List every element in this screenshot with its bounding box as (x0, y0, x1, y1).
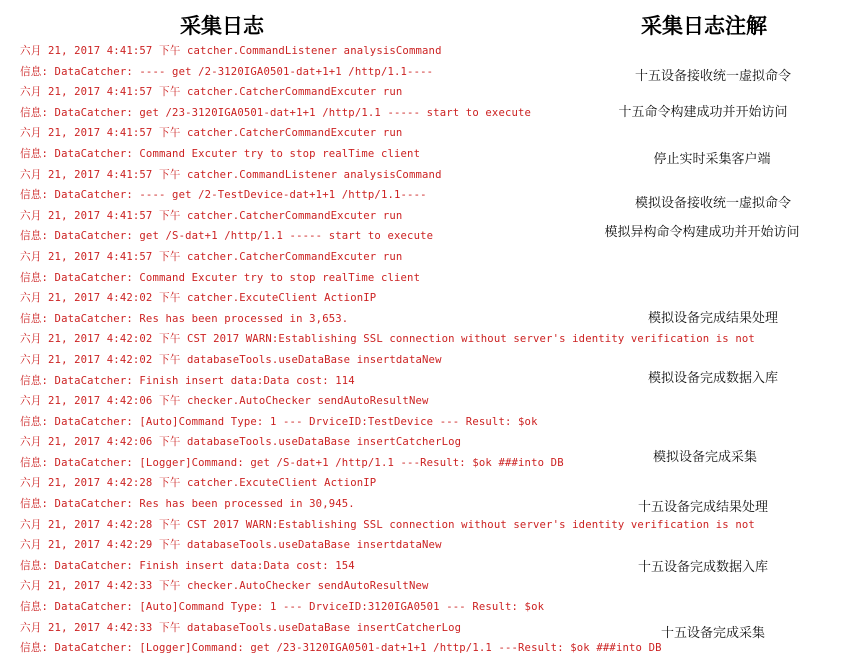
annotation-note: 十五设备完成采集 (660, 626, 766, 641)
log-line: 六月 21, 2017 4:41:57 下午 catcher.CatcherCommandExcuter run (20, 127, 403, 140)
log-line: 信息: DataCatcher: [Logger]Command: get /23-3120IGA0501-dat+1+1 /http/1.1 ---Result: $ok ###into DB (20, 642, 662, 655)
log-line: 信息: DataCatcher: get /23-3120IGA0501-dat+1+1 /http/1.1 ----- start to execute (20, 106, 532, 119)
annotation-note: 模拟设备完成数据入库 (647, 371, 779, 386)
log-line: 六月 21, 2017 4:41:57 下午 catcher.CatcherCommandExcuter run (20, 86, 403, 99)
log-line: 信息: DataCatcher: Command Excuter try to stop realTime client (20, 147, 421, 160)
annotation-note: 模拟设备接收统一虚拟命令 (634, 196, 792, 211)
log-line: 信息: DataCatcher: ---- get /2-3120IGA0501-dat+1+1 /http/1.1---- (20, 65, 434, 78)
log-line: 信息: DataCatcher: ---- get /2-TestDevice-dat+1+1 /http/1.1---- (20, 189, 427, 202)
log-line: 六月 21, 2017 4:41:57 下午 catcher.CommandListener analysisCommand (20, 45, 442, 57)
log-line: 六月 21, 2017 4:42:06 下午 checker.AutoChecker sendAutoResultNew (20, 395, 429, 408)
log-line: 六月 21, 2017 4:42:33 下午 checker.AutoChecker sendAutoResultNew (20, 580, 429, 593)
log-line: 信息: DataCatcher: Finish insert data:Data cost: 154 (20, 559, 355, 572)
log-line: 六月 21, 2017 4:42:33 下午 databaseTools.useDataBase insertCatcherLog (20, 621, 462, 634)
log-line: 六月 21, 2017 4:42:02 下午 CST 2017 WARN:Establishing SSL connection without server's identity verification is not (20, 333, 755, 346)
annotation-note: 模拟设备完成结果处理 (647, 311, 779, 326)
log-line: 信息: DataCatcher: get /S-dat+1 /http/1.1 ----- start to execute (20, 230, 434, 243)
log-line: 信息: DataCatcher: [Auto]Command Type: 1 --- DrviceID:TestDevice --- Result: $ok (20, 415, 538, 428)
annotation-note: 十五设备接收统一虚拟命令 (634, 69, 792, 84)
log-line: 六月 21, 2017 4:42:06 下午 databaseTools.useDataBase insertCatcherLog (20, 436, 462, 449)
log-line: 信息: DataCatcher: Command Excuter try to stop realTime client (20, 271, 421, 284)
log-line: 六月 21, 2017 4:42:29 下午 databaseTools.useDataBase insertdataNew (20, 539, 442, 552)
log-line: 六月 21, 2017 4:42:28 下午 CST 2017 WARN:Establishing SSL connection without server's identity verification is not (20, 518, 755, 531)
log-line: 六月 21, 2017 4:41:57 下午 catcher.CatcherCommandExcuter run (20, 209, 403, 222)
annotation-note: 模拟异构命令构建成功并开始访问 (604, 225, 800, 240)
log-line: 六月 21, 2017 4:42:28 下午 catcher.ExcuteClient ActionIP (20, 477, 377, 490)
log-line: 六月 21, 2017 4:41:57 下午 catcher.CatcherCommandExcuter run (20, 250, 403, 263)
log-line: 信息: DataCatcher: Finish insert data:Data cost: 114 (20, 374, 355, 387)
log-line: 信息: DataCatcher: [Logger]Command: get /S-dat+1 /http/1.1 ---Result: $ok ###into DB (20, 456, 564, 469)
log-line: 信息: DataCatcher: Res has been processed in 3,653. (20, 312, 349, 325)
annotation-note: 停止实时采集客户端 (653, 152, 771, 167)
log-line: 六月 21, 2017 4:42:02 下午 databaseTools.useDataBase insertdataNew (20, 353, 442, 366)
notes-title: 采集日志注解 (641, 14, 767, 38)
annotation-note: 十五设备完成数据入库 (637, 560, 769, 575)
log-title: 采集日志 (180, 14, 264, 38)
log-line: 六月 21, 2017 4:42:02 下午 catcher.ExcuteClient ActionIP (20, 292, 377, 305)
log-line: 信息: DataCatcher: Res has been processed in 30,945. (20, 498, 355, 511)
annotation-note: 十五设备完成结果处理 (637, 500, 769, 515)
annotation-note: 模拟设备完成采集 (652, 450, 758, 465)
annotation-note: 十五命令构建成功并开始访问 (618, 105, 788, 120)
log-line: 六月 21, 2017 4:41:57 下午 catcher.CommandListener analysisCommand (20, 168, 442, 181)
log-line: 信息: DataCatcher: [Auto]Command Type: 1 --- DrviceID:3120IGA0501 --- Result: $ok (20, 601, 545, 614)
